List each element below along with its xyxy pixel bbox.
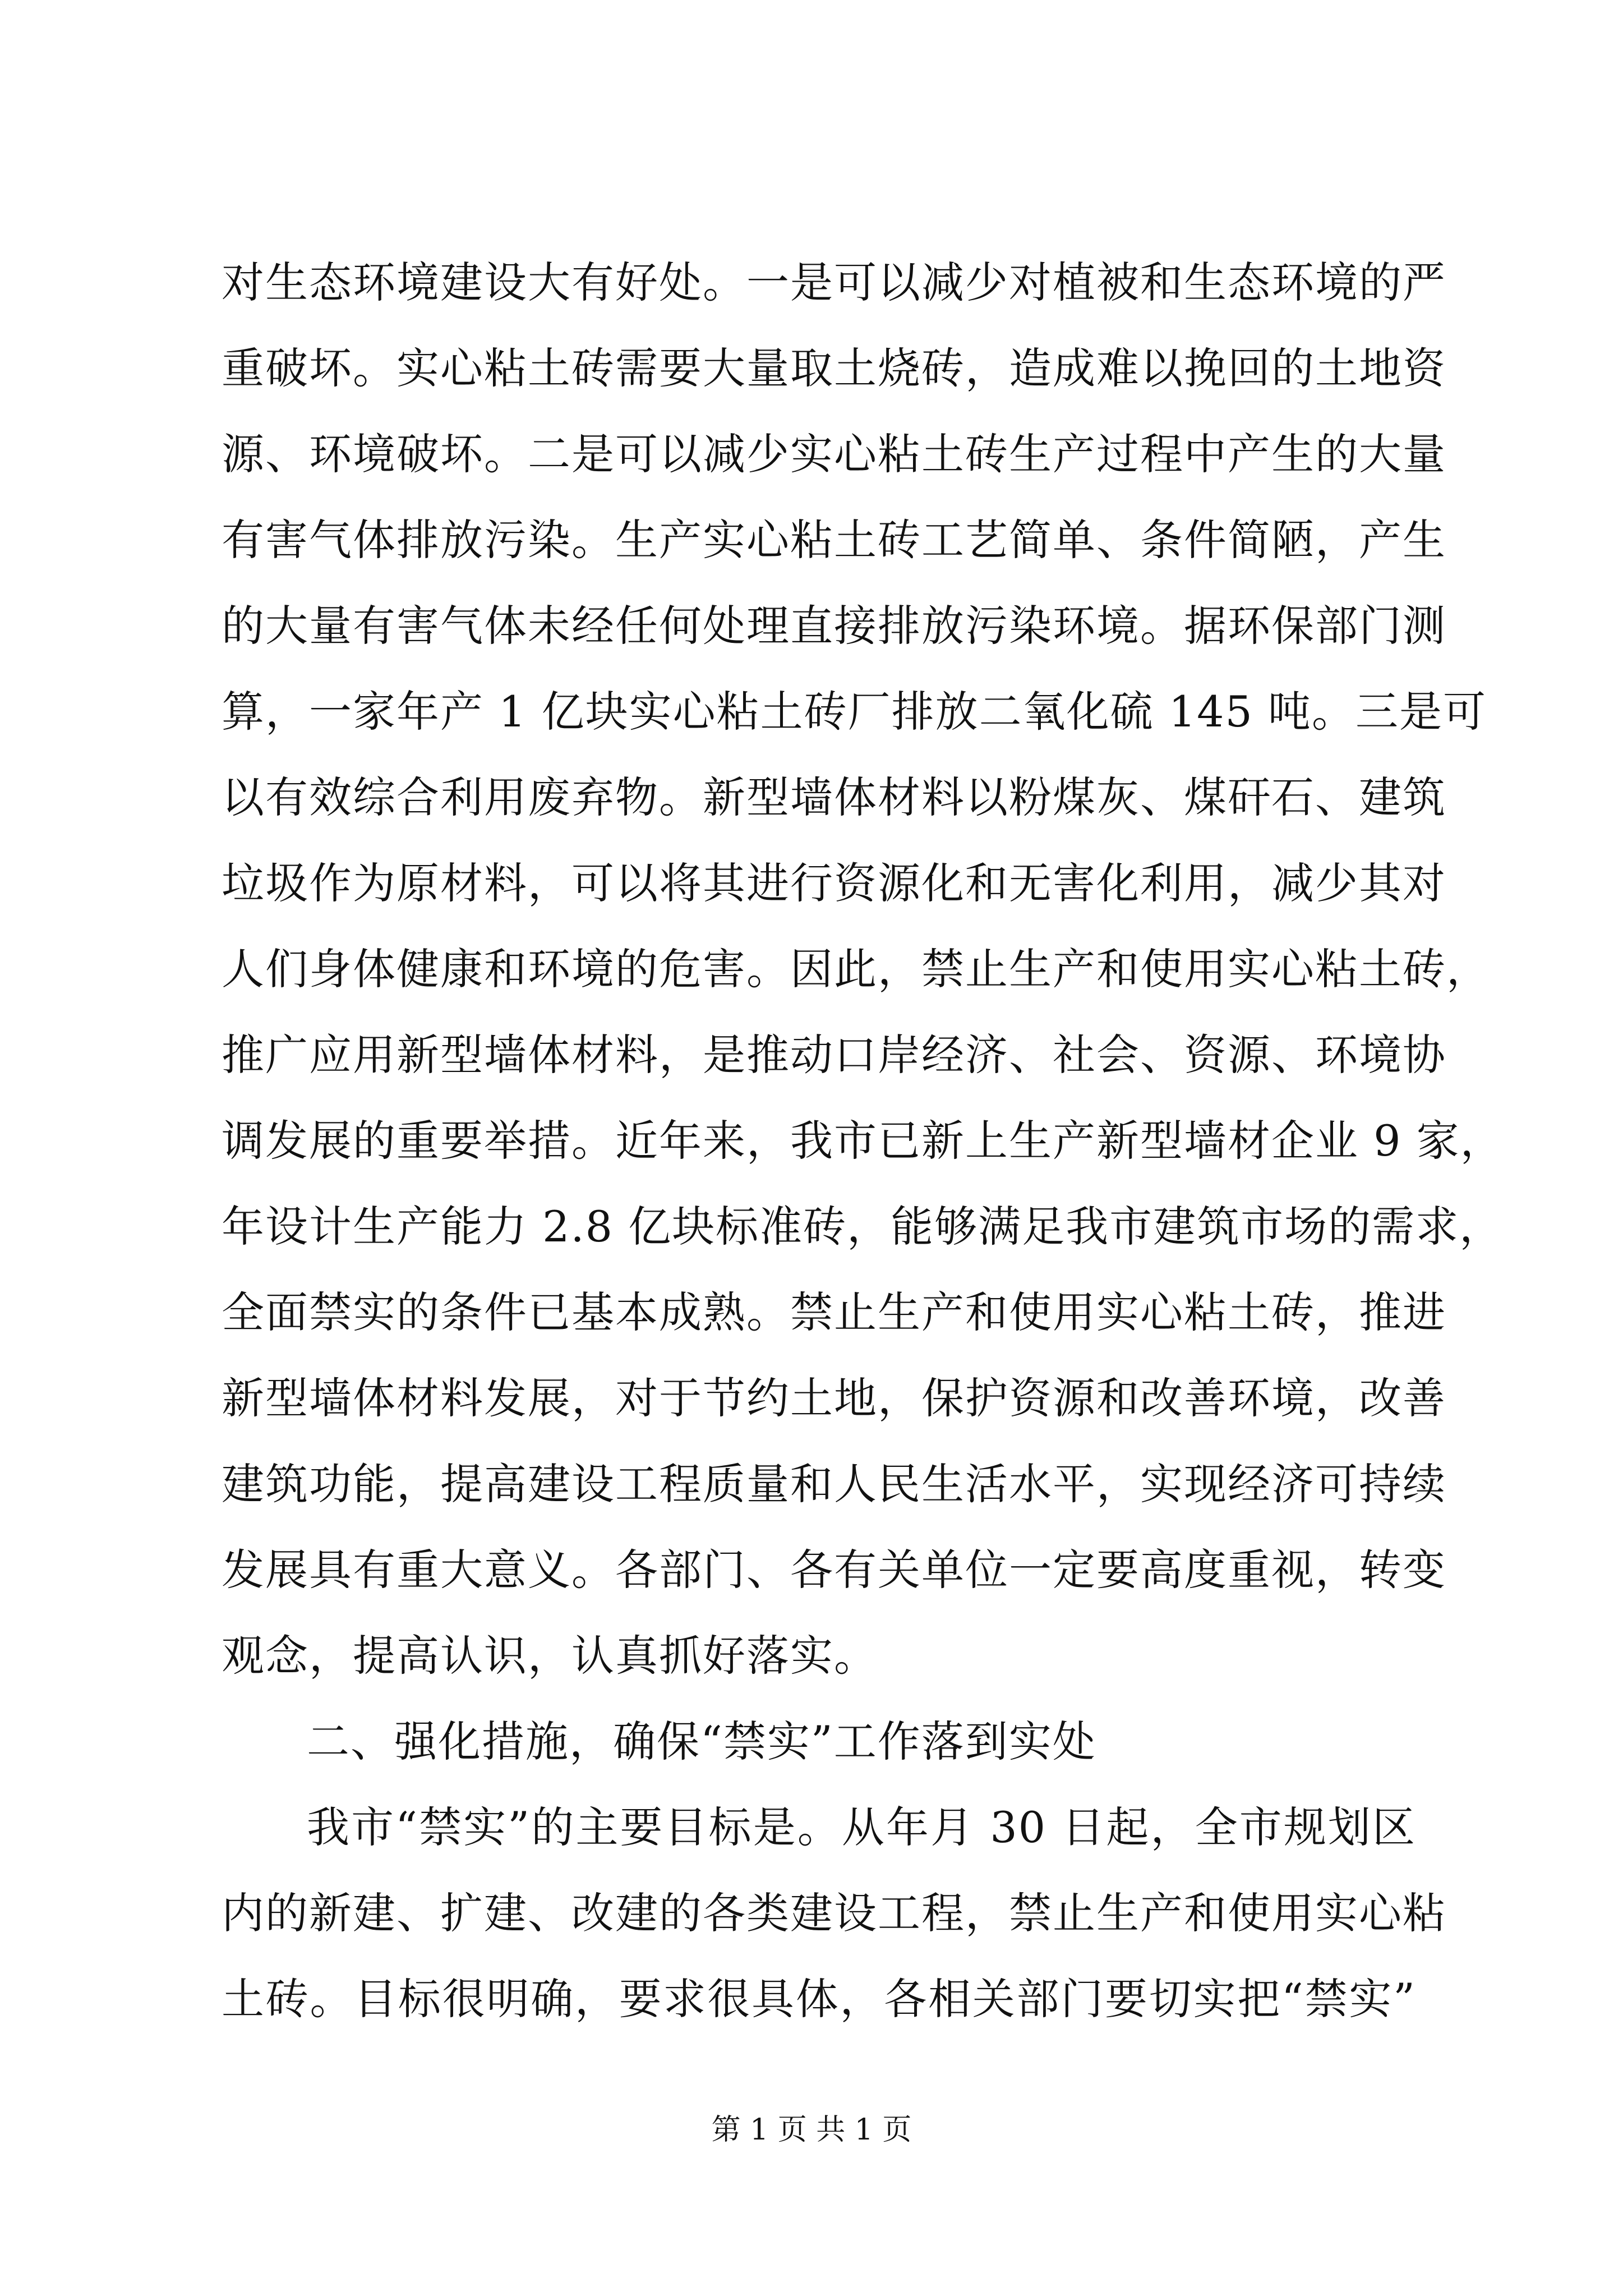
text-line: 的大量有害气体未经任何处理直接排放污染环境。据环保部门测: [222, 601, 1446, 651]
text-line: 建筑功能，提高建设工程质量和人民生活水平，实现经济可持续: [222, 1459, 1446, 1509]
text-line: 调发展的重要举措。近年来，我市已新上生产新型墙材企业 9 家，: [222, 1116, 1504, 1166]
text-line: 内的新建、扩建、改建的各类建设工程，禁止生产和使用实心粘: [222, 1888, 1446, 1938]
text-line: 全面禁实的条件已基本成熟。禁止生产和使用实心粘土砖，推进: [222, 1287, 1446, 1337]
text-line: 对生态环境建设大有好处。一是可以减少对植被和生态环境的严: [222, 257, 1446, 307]
text-line: 发展具有重大意义。各部门、各有关单位一定要高度重视，转变: [222, 1545, 1446, 1595]
text-line: 土砖。目标很明确，要求很具体，各相关部门要切实把“禁实”: [222, 1974, 1416, 2024]
text-line: 重破坏。实心粘土砖需要大量取土烧砖，造成难以挽回的土地资: [222, 343, 1446, 393]
text-line: 推广应用新型墙体材料，是推动口岸经济、社会、资源、环境协: [222, 1030, 1446, 1080]
text-line: 源、环境破坏。二是可以减少实心粘土砖生产过程中产生的大量: [222, 429, 1446, 479]
text-line: 垃圾作为原材料，可以将其进行资源化和无害化利用，减少其对: [222, 858, 1446, 908]
text-line: 我市“禁实”的主要目标是。从年月 30 日起，全市规划区: [307, 1802, 1416, 1852]
text-line: 以有效综合利用废弃物。新型墙体材料以粉煤灰、煤矸石、建筑: [222, 772, 1446, 822]
text-line: 人们身体健康和环境的危害。因此，禁止生产和使用实心粘土砖，: [222, 944, 1490, 994]
text-line: 新型墙体材料发展，对于节约土地，保护资源和改善环境，改善: [222, 1373, 1446, 1423]
text-line: 年设计生产能力 2.8 亿块标准砖，能够满足我市建筑市场的需求，: [222, 1202, 1504, 1251]
section-heading: 二、强化措施，确保“禁实”工作落到实处: [307, 1717, 1096, 1766]
paragraph-last-line: 观念，提高认识，认真抓好落实。: [222, 1631, 878, 1681]
page-number-footer: 第 1 页 共 1 页: [711, 2113, 912, 2147]
text-line: 算，一家年产 1 亿块实心粘土砖厂排放二氧化硫 145 吨。三是可: [222, 687, 1487, 737]
text-line: 有害气体排放污染。生产实心粘土砖工艺简单、条件简陋，产生: [222, 515, 1446, 565]
